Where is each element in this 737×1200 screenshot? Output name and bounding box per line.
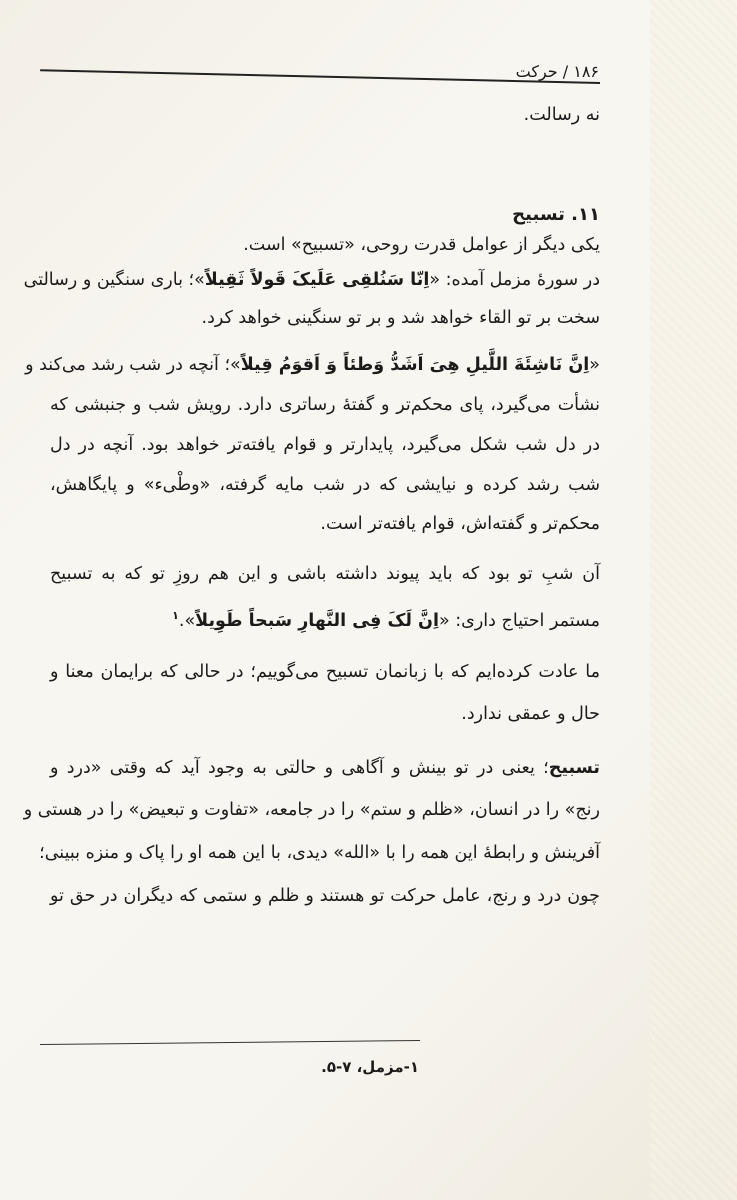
footnote: ۱-مزمل، ۷-۵.	[321, 1058, 419, 1076]
quote-bold: اِنَّ نَاشِئَةَ اللَّیلِ هِیَ اَشَدُّ وَطئاً وَ اَقوَمُ قِیلاً	[240, 355, 590, 375]
text-segment: رنج» را در انسان، «ظلم و ستم» را در جامعه، «تفاوت و تبعیض» را در هستی و	[23, 800, 600, 820]
quote-bold: تسبیح	[548, 758, 600, 778]
section-heading	[512, 203, 600, 227]
text-segment: «	[589, 355, 600, 375]
text-line	[243, 233, 600, 257]
text-line	[202, 306, 600, 330]
text-segment: »؛ باری سنگین و رسالتی	[23, 270, 205, 290]
text-line	[50, 562, 600, 586]
text-segment: نشأت می‌گیرد، پای محکم‌تر و گفتهٔ رساتری دارد. رویش شب و جنبشی که	[50, 395, 600, 415]
text-segment: یکی دیگر از عوامل قدرت روحی، «تسبیح» است.	[243, 235, 600, 255]
text-segment: چون درد و رنج، عامل حرکت تو هستند و ظلم و ستمی که دیگران در حق تو	[50, 886, 600, 906]
text-line	[39, 841, 600, 865]
text-segment: سخت بر تو القاء خواهد شد و بر تو سنگینی خواهد کرد.	[201, 308, 600, 328]
footnote-rule	[40, 1040, 420, 1045]
text-segment: مستمر احتیاج داری: «	[438, 610, 600, 631]
text-segment: ؛ یعنی در تو بینش و آگاهی و حالتی به وجود آید که وقتی «درد و	[50, 758, 549, 778]
text-segment: محکم‌تر و گفته‌اش، قوام یافته‌تر است.	[320, 514, 600, 534]
text-line	[25, 353, 600, 377]
text-segment: آفرینش و رابطهٔ این همه را با «الله» دیدی، با این همه او را پاک و منزه ببینی؛	[39, 843, 600, 863]
text-line	[23, 268, 600, 292]
text-line	[50, 884, 600, 908]
text-line	[50, 660, 600, 684]
text-line	[50, 473, 600, 497]
text-segment: حال و عمقی ندارد.	[461, 704, 600, 724]
running-head: ۱۸۶ / حرکت	[515, 62, 599, 81]
text-segment: ۱۱. تسبیح	[512, 204, 600, 225]
text-line	[524, 103, 600, 127]
footnote-marker: ۱	[172, 609, 179, 622]
text-line	[23, 798, 600, 822]
text-line	[320, 512, 600, 536]
text-line	[50, 433, 600, 457]
text-segment: شب رشد کرده و نیایشی که در شب مایه گرفته، «وطْیء» و پایگاهش،	[50, 475, 600, 495]
text-line	[461, 702, 600, 726]
text-segment: آن شبِ تو بود که باید پیوند داشته باشی و این هم روزِ تو که به تسبیح	[50, 564, 600, 584]
quote-bold: اِنّا سَنُلقِی عَلَیکَ قَولاً ثَقِیلاً	[204, 270, 430, 290]
text-line	[172, 604, 600, 633]
text-segment: »؛ آنچه در شب رشد می‌کند و	[25, 355, 241, 375]
text-line	[50, 756, 600, 780]
paper-edge	[650, 0, 737, 1200]
text-segment: ما عادت کرده‌ایم که با زبانمان تسبیح می‌گوییم؛ در حالی که برایمان معنا و	[50, 662, 600, 682]
text-segment: در سورهٔ مزمل آمده: «	[429, 270, 600, 290]
text-segment: ».	[178, 610, 196, 631]
text-line	[50, 393, 600, 417]
text-segment: در دل شب شکل می‌گیرد، پایدارتر و قوام یافته‌تر خواهد بود. آنچه در دل	[50, 435, 600, 455]
text-segment: نه رسالت.	[523, 105, 600, 125]
quote-bold: اِنَّ لَکَ فِی النَّهارِ سَبحاً طَوِیلاً	[195, 610, 439, 631]
